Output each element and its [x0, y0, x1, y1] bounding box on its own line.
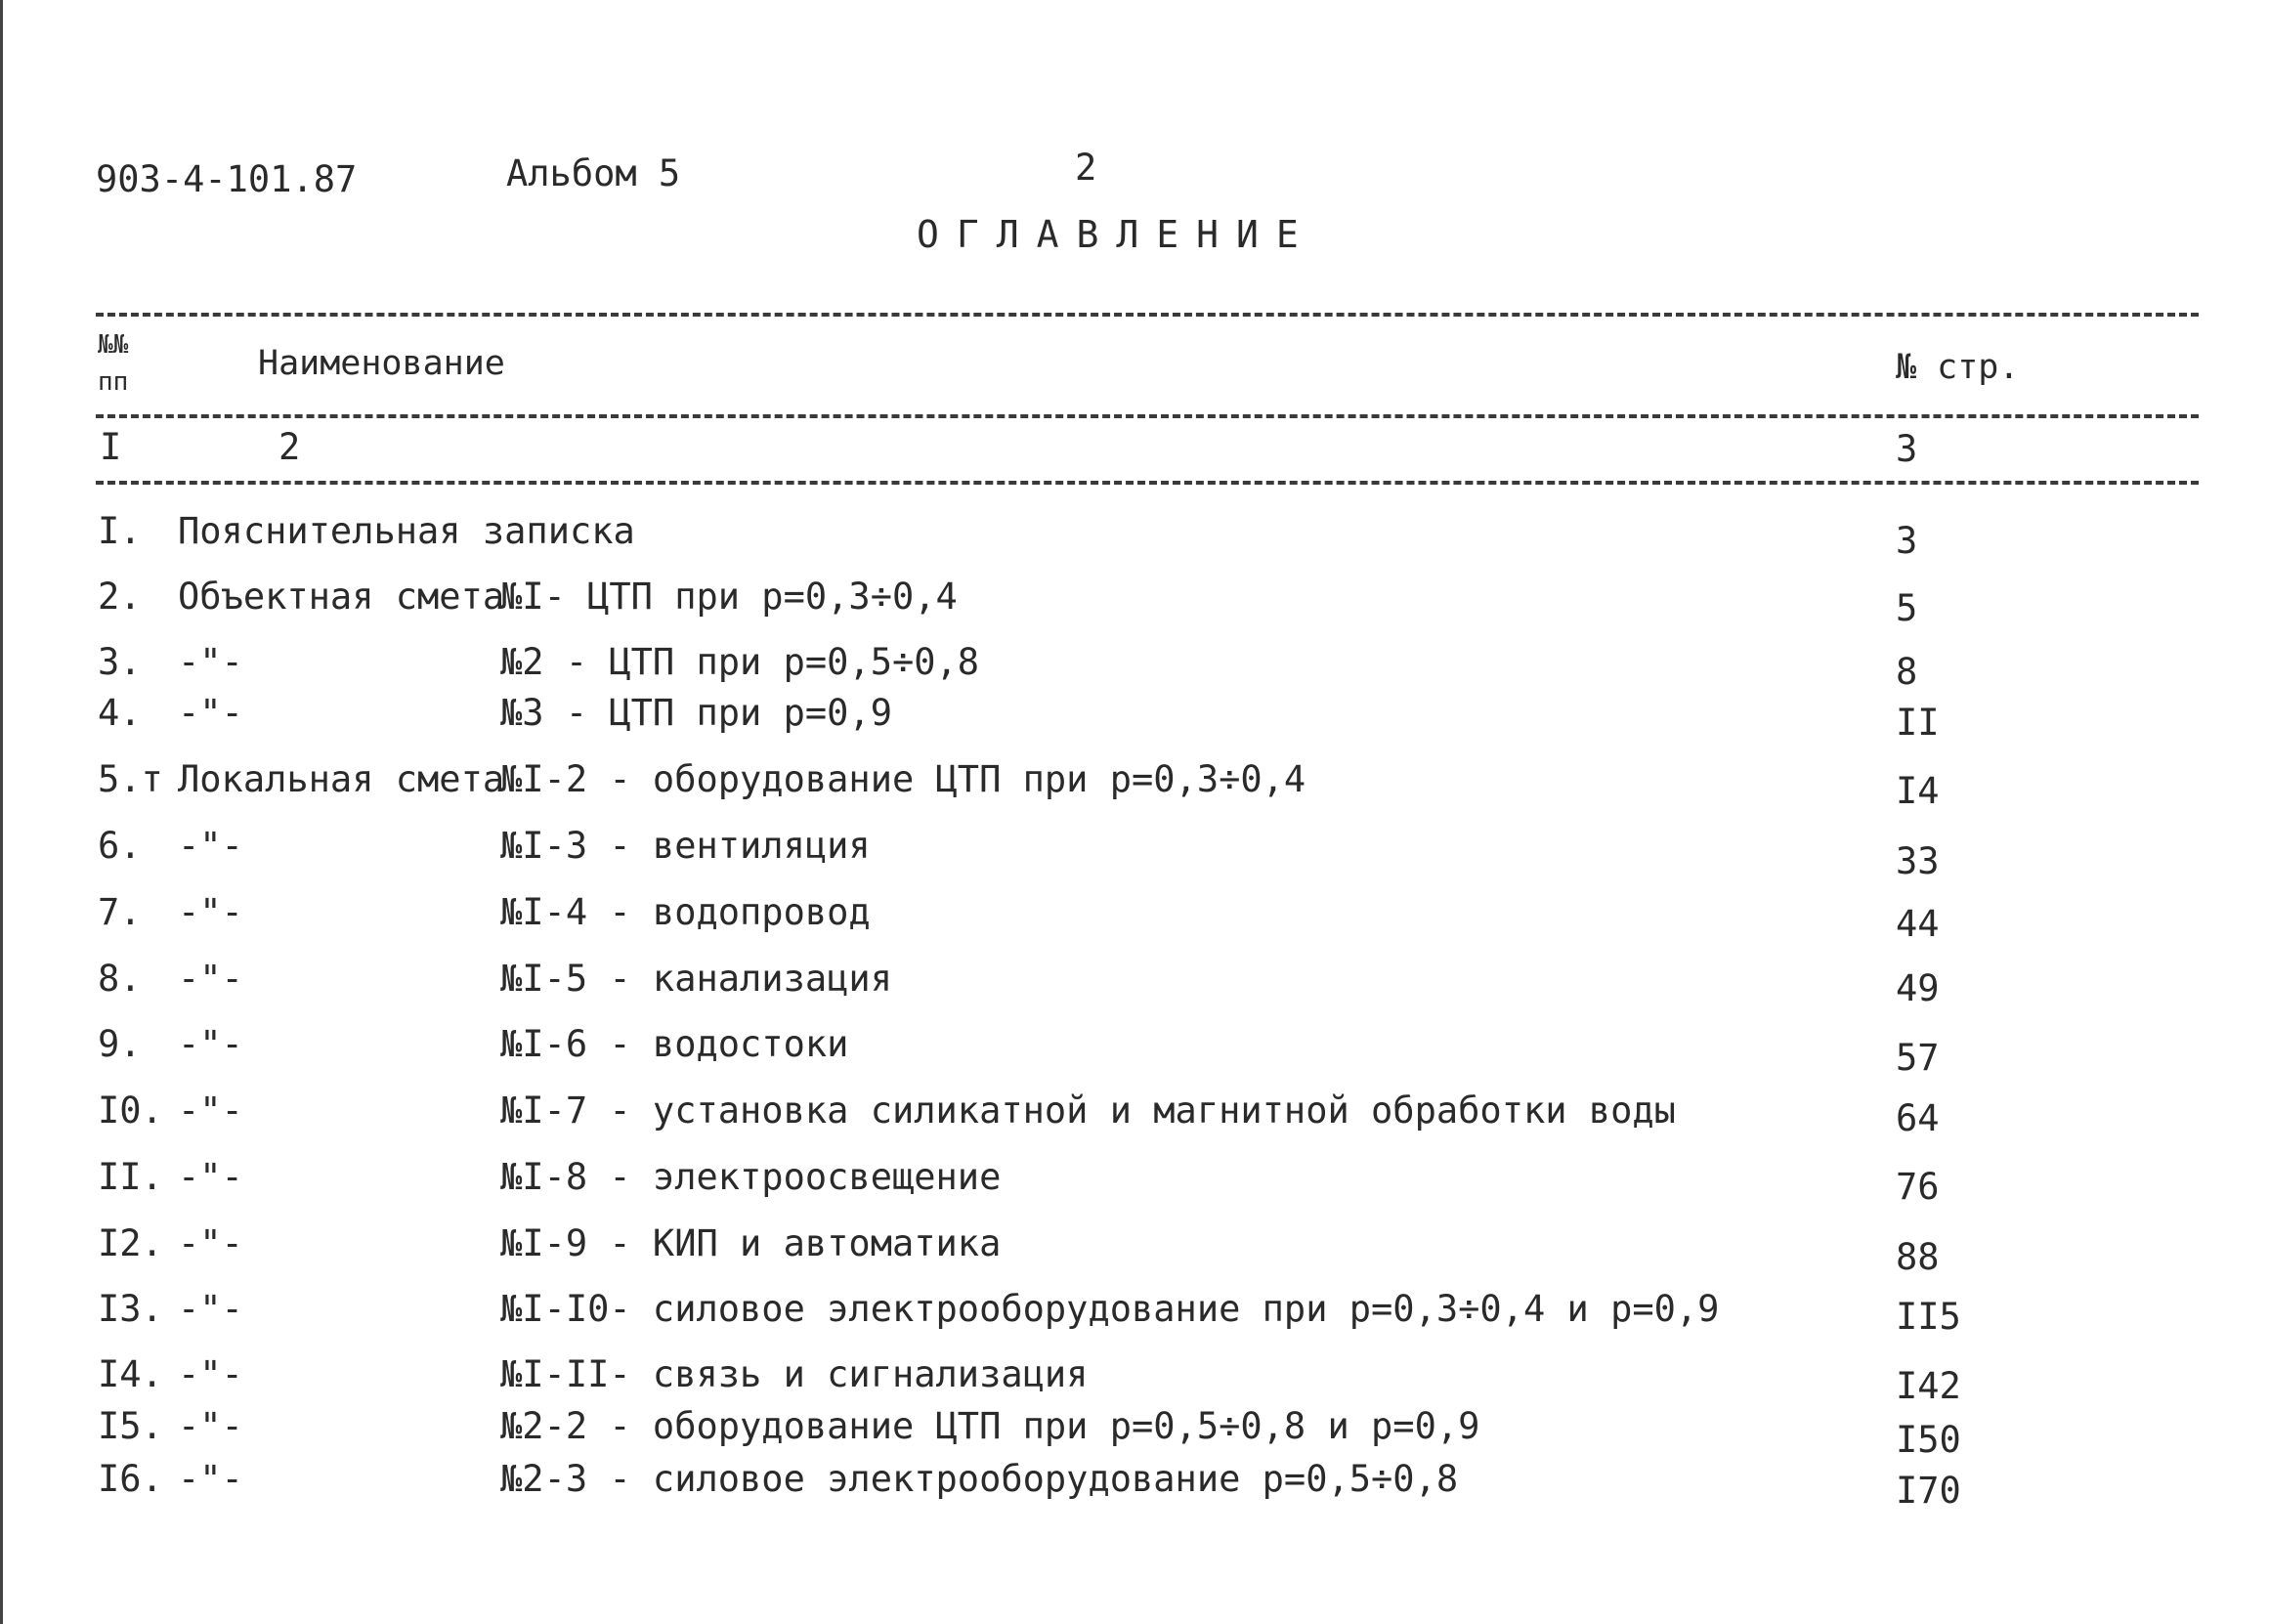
row-page: 64	[1896, 1097, 1940, 1139]
row-page: 49	[1896, 967, 1940, 1009]
row-subtitle: №I-6 - водостоки	[500, 1023, 849, 1065]
row-page: 3	[1896, 520, 1918, 562]
row-name: -"-	[178, 1023, 243, 1065]
row-subtitle: №I-7 - установка силикатной и магнитной обработки воды	[500, 1090, 1676, 1132]
row-number: I5.	[98, 1405, 163, 1447]
row-name: -"-	[178, 825, 243, 867]
row-subtitle: №I-I0- силовое электрооборудование при р=0,3÷0,4 и р=0,9	[500, 1288, 1720, 1330]
row-name: -"-	[178, 958, 243, 1000]
page-number: 2	[1075, 147, 1097, 189]
row-page: 33	[1896, 840, 1940, 882]
row-subtitle: №I-8 - электроосвещение	[500, 1156, 1002, 1198]
toc-row	[0, 576, 2269, 629]
row-subtitle: №I-II- связь и сигнализация	[500, 1353, 1089, 1395]
row-name: Пояснительная записка	[178, 510, 635, 552]
page-title: ОГЛАВЛЕНИЕ	[917, 213, 1316, 256]
row-page: II5	[1896, 1296, 1961, 1338]
toc-row	[0, 1023, 2269, 1079]
row-name: -"-	[178, 641, 243, 683]
toc-row	[0, 1353, 2269, 1407]
row-number: 3.	[98, 641, 142, 683]
row-name: Локальная смета	[178, 758, 505, 800]
toc-row	[0, 825, 2269, 882]
column-index-1: I	[100, 426, 122, 468]
row-page: I70	[1896, 1470, 1961, 1512]
row-number: 8.	[98, 958, 142, 1000]
row-name: Объектная смета	[178, 576, 505, 618]
row-subtitle: №2-2 - оборудование ЦТП при р=0,5÷0,8 и р=0,9	[500, 1405, 1480, 1447]
row-number: I.	[98, 510, 142, 552]
toc-row	[0, 1156, 2269, 1208]
row-subtitle: №I-4 - водопровод	[500, 891, 871, 933]
row-page: I4	[1896, 770, 1940, 812]
row-number: 2.	[98, 576, 142, 618]
column-name-header: Наименование	[258, 344, 505, 383]
toc-row	[0, 641, 2269, 693]
row-number: 7.	[98, 891, 142, 933]
row-name: -"-	[178, 1156, 243, 1198]
row-subtitle: №I-9 - КИП и автоматика	[500, 1222, 1002, 1264]
toc-row	[0, 891, 2269, 945]
row-number: II.	[98, 1156, 163, 1198]
divider-bottom	[96, 481, 2199, 485]
toc-row	[0, 1405, 2269, 1461]
column-index-3: 3	[1896, 428, 1918, 470]
row-name: -"-	[178, 1222, 243, 1264]
row-number: I6.	[98, 1458, 163, 1500]
row-name: -"-	[178, 891, 243, 933]
row-name: -"-	[178, 1288, 243, 1330]
row-subtitle: №2 - ЦТП при р=0,5÷0,8	[500, 641, 980, 683]
row-page: II	[1896, 702, 1940, 744]
album-label: Альбом 5	[506, 152, 681, 194]
row-page: 76	[1896, 1166, 1940, 1208]
column-index-2: 2	[278, 426, 301, 468]
row-number: I4.	[98, 1353, 163, 1395]
row-page: 44	[1896, 903, 1940, 945]
row-name: -"-	[178, 1405, 243, 1447]
row-number: 6.	[98, 825, 142, 867]
row-subtitle: №I-5 - канализация	[500, 958, 892, 1000]
toc-row	[0, 1288, 2269, 1337]
row-number: I2.	[98, 1222, 163, 1264]
row-name: -"-	[178, 1353, 243, 1395]
row-subtitle: №I-2 - оборудование ЦТП при р=0,3÷0,4	[500, 758, 1306, 800]
row-page: I42	[1896, 1365, 1961, 1407]
row-page: 5	[1896, 587, 1918, 629]
toc-row	[0, 1090, 2269, 1138]
row-subtitle: №2-3 - силовое электрооборудование р=0,5÷0,8	[500, 1458, 1459, 1500]
row-name: -"-	[178, 1458, 243, 1500]
row-number: I3.	[98, 1288, 163, 1330]
row-number: I0.	[98, 1090, 163, 1132]
row-number: 9.	[98, 1023, 142, 1065]
column-page-header: № стр.	[1896, 348, 2020, 387]
document-code: 903-4-101.87	[96, 158, 358, 200]
row-page: 8	[1896, 651, 1918, 693]
column-num-top: №№	[98, 330, 129, 360]
row-number: 5.т	[98, 758, 163, 800]
divider-middle	[96, 414, 2199, 418]
divider-top	[96, 313, 2199, 317]
row-page: I50	[1896, 1419, 1961, 1461]
row-subtitle: №I- ЦТП при р=0,3÷0,4	[500, 576, 958, 618]
row-name: -"-	[178, 692, 243, 734]
row-subtitle: №I-3 - вентиляция	[500, 825, 871, 867]
row-page: 57	[1896, 1037, 1940, 1079]
toc-row	[0, 958, 2269, 1009]
row-name: -"-	[178, 1090, 243, 1132]
toc-row	[0, 1222, 2269, 1278]
toc-row	[0, 510, 2269, 562]
row-page: 88	[1896, 1236, 1940, 1278]
toc-row	[0, 758, 2269, 812]
row-subtitle: №3 - ЦТП при р=0,9	[500, 692, 892, 734]
toc-row	[0, 1458, 2269, 1512]
row-number: 4.	[98, 692, 142, 734]
toc-row	[0, 692, 2269, 744]
column-num-bottom: пп	[98, 367, 129, 397]
